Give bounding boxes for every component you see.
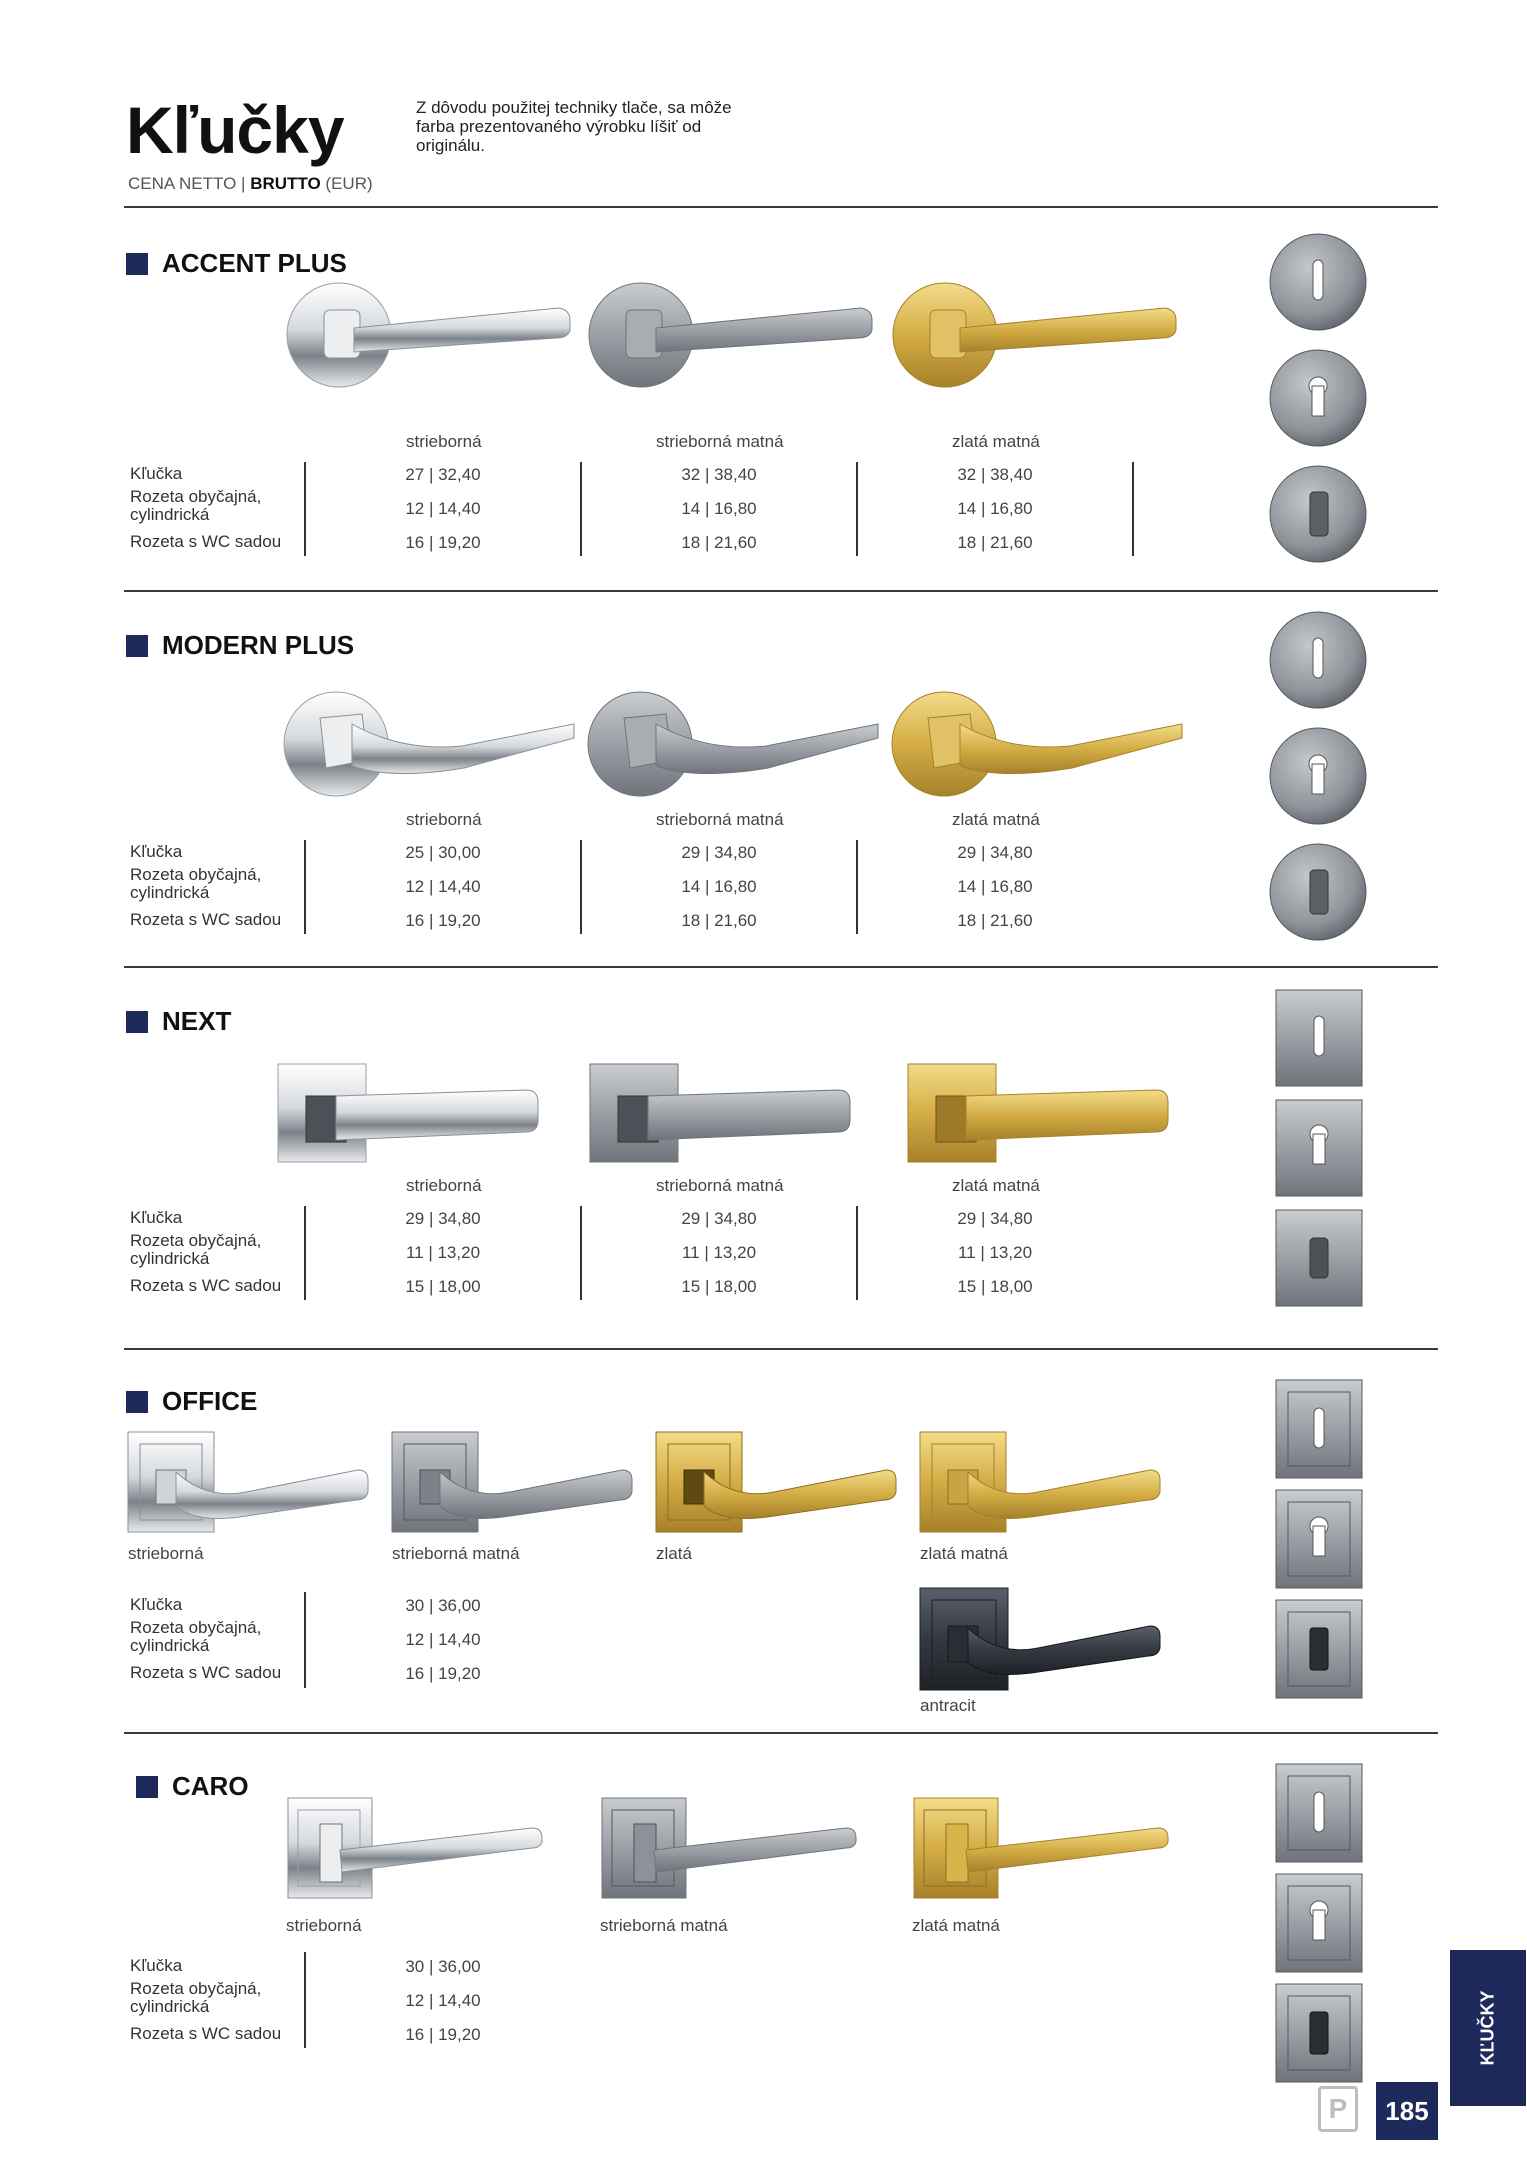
- finish-label: zlatá: [656, 1544, 692, 1563]
- row-label-klucka: Kľučka: [130, 842, 183, 861]
- finish-label: zlatá matná: [952, 1176, 1040, 1195]
- handle-image-silver: [126, 1430, 372, 1534]
- finish-label: zlatá matná: [920, 1544, 1008, 1563]
- price-cell: 15 | 18,00: [681, 1277, 757, 1296]
- price-cell: 16 | 19,20: [405, 1664, 481, 1683]
- price-cell: 27 | 32,40: [405, 465, 481, 484]
- price-cell: 12 | 14,40: [405, 499, 481, 518]
- cylinder-rose-icon: [1276, 1100, 1362, 1196]
- row-label-rozeta: Rozeta obyčajná, cylindrická: [130, 487, 262, 524]
- column-divider: [856, 462, 858, 556]
- square-rose-set-image: [1272, 984, 1368, 1314]
- price-cell: 11 | 13,20: [957, 1243, 1033, 1262]
- price-cell: 29 | 34,80: [681, 1209, 757, 1228]
- cylinder-rose-icon: [1270, 350, 1366, 446]
- divider: [124, 590, 1438, 592]
- price-cell: 12 | 14,40: [405, 877, 481, 896]
- round-rose-set-image: [1266, 230, 1370, 570]
- row-label-wc: Rozeta s WC sadou: [130, 2024, 282, 2043]
- logo-icon: P: [1318, 2086, 1358, 2132]
- section-title-caro: CARO: [136, 1771, 249, 1802]
- row-label-klucka: Kľučka: [130, 1595, 183, 1614]
- wc-rose-icon: [1276, 1984, 1362, 2082]
- finish-label: strieborná matná: [392, 1544, 520, 1563]
- row-label-rozeta: Rozeta obyčajná, cylindrická: [130, 1231, 262, 1268]
- row-label-rozeta: Rozeta obyčajná, cylindrická: [130, 865, 262, 902]
- column-divider: [304, 462, 306, 556]
- row-label-klucka: Kľučka: [130, 1208, 183, 1227]
- handle-image-matt-gold: [890, 280, 1180, 390]
- round-rose-set-image: [1266, 608, 1370, 948]
- handle-image-matt-silver: [390, 1430, 636, 1534]
- column-divider: [580, 462, 582, 556]
- cylinder-rose-icon: [1276, 1490, 1362, 1588]
- handle-image-matt-gold: [906, 1060, 1172, 1168]
- square-icon: [126, 635, 148, 657]
- divider: [124, 206, 1438, 208]
- section-title-next: NEXT: [126, 1006, 231, 1037]
- price-cell: 12 | 14,40: [405, 1630, 481, 1649]
- handle-image-silver: [286, 1796, 546, 1902]
- print-note: Z dôvodu použitej techniky tlače, sa môže farba prezentovaného výrobku líšiť od originálu.: [416, 98, 732, 155]
- finish-label: strieborná: [128, 1544, 204, 1563]
- handle-image-silver: [276, 1060, 542, 1168]
- handle-image-matt-silver: [588, 1060, 854, 1168]
- wc-rose-icon: [1270, 466, 1366, 562]
- price-cell: 25 | 30,00: [405, 843, 481, 862]
- page-number: 185: [1376, 2082, 1438, 2140]
- column-divider: [304, 840, 306, 934]
- cylinder-rose-icon: [1276, 1874, 1362, 1972]
- section-title-modern-plus: MODERN PLUS: [126, 630, 354, 661]
- finish-label: strieborná: [406, 810, 482, 829]
- finish-label: strieborná matná: [656, 1176, 784, 1195]
- row-label-wc: Rozeta s WC sadou: [130, 1663, 282, 1682]
- price-cell: 30 | 36,00: [405, 1596, 481, 1615]
- handle-image-silver: [282, 688, 578, 800]
- price-cell: 32 | 38,40: [957, 465, 1033, 484]
- price-cell: 18 | 21,60: [681, 533, 757, 552]
- section-title-office: OFFICE: [126, 1386, 257, 1417]
- price-cell: 11 | 13,20: [681, 1243, 757, 1262]
- column-divider: [856, 840, 858, 934]
- divider: [124, 1732, 1438, 1734]
- row-label-wc: Rozeta s WC sadou: [130, 1276, 282, 1295]
- handle-image-antracit: [918, 1586, 1164, 1692]
- square-icon: [126, 1391, 148, 1413]
- handle-image-matt-gold: [912, 1796, 1172, 1902]
- price-cell: 16 | 19,20: [405, 533, 481, 552]
- price-cell: 18 | 21,60: [681, 911, 757, 930]
- key-rose-icon: [1270, 234, 1366, 330]
- handle-image-silver: [284, 280, 574, 390]
- section-title-accent-plus: ACCENT PLUS: [126, 248, 347, 279]
- finish-label: zlatá matná: [952, 810, 1040, 829]
- finish-label: zlatá matná: [912, 1916, 1000, 1935]
- column-divider: [304, 1592, 306, 1688]
- wc-rose-icon: [1276, 1210, 1362, 1306]
- price-cell: 29 | 34,80: [957, 1209, 1033, 1228]
- row-label-klucka: Kľučka: [130, 1956, 183, 1975]
- square-icon: [126, 1011, 148, 1033]
- handle-image-matt-gold: [918, 1430, 1164, 1534]
- price-cell: 14 | 16,80: [681, 499, 757, 518]
- finish-label: strieborná: [286, 1916, 362, 1935]
- row-label-wc: Rozeta s WC sadou: [130, 532, 282, 551]
- price-cell: 30 | 36,00: [405, 1957, 481, 1976]
- finish-label: antracit: [920, 1696, 976, 1715]
- page-title: Kľučky: [126, 93, 344, 167]
- key-rose-icon: [1276, 990, 1362, 1086]
- key-rose-icon: [1276, 1380, 1362, 1478]
- price-cell: 16 | 19,20: [405, 911, 481, 930]
- finish-label: strieborná matná: [656, 810, 784, 829]
- column-divider: [580, 840, 582, 934]
- column-divider: [580, 1206, 582, 1300]
- handle-image-gold: [654, 1430, 900, 1534]
- handle-image-matt-silver: [600, 1796, 860, 1902]
- price-cell: 29 | 34,80: [957, 843, 1033, 862]
- price-cell: 12 | 14,40: [405, 1991, 481, 2010]
- row-label-rozeta: Rozeta obyčajná, cylindrická: [130, 1618, 262, 1655]
- square-rose-set-image: [1272, 1762, 1368, 2092]
- divider: [124, 1348, 1438, 1350]
- row-label-klucka: Kľučka: [130, 464, 183, 483]
- key-rose-icon: [1270, 612, 1366, 708]
- square-icon: [136, 1776, 158, 1798]
- finish-label: zlatá matná: [952, 432, 1040, 451]
- price-cell: 29 | 34,80: [681, 843, 757, 862]
- cylinder-rose-icon: [1270, 728, 1366, 824]
- row-label-wc: Rozeta s WC sadou: [130, 910, 282, 929]
- price-cell: 18 | 21,60: [957, 911, 1033, 930]
- price-cell: 18 | 21,60: [957, 533, 1033, 552]
- price-cell: 14 | 16,80: [957, 877, 1033, 896]
- wc-rose-icon: [1270, 844, 1366, 940]
- price-cell: 15 | 18,00: [957, 1277, 1033, 1296]
- handle-image-matt-silver: [586, 280, 876, 390]
- row-label-rozeta: Rozeta obyčajná, cylindrická: [130, 1979, 262, 2016]
- price-cell: 11 | 13,20: [405, 1243, 481, 1262]
- key-rose-icon: [1276, 1764, 1362, 1862]
- finish-label: strieborná matná: [656, 432, 784, 451]
- divider: [124, 966, 1438, 968]
- price-cell: 32 | 38,40: [681, 465, 757, 484]
- square-icon: [126, 253, 148, 275]
- handle-image-matt-silver: [586, 688, 882, 800]
- finish-label: strieborná: [406, 432, 482, 451]
- price-cell: 29 | 34,80: [405, 1209, 481, 1228]
- finish-label: strieborná matná: [600, 1916, 728, 1935]
- column-divider: [856, 1206, 858, 1300]
- handle-image-matt-gold: [890, 688, 1186, 800]
- price-legend: CENA NETTO | BRUTTO (EUR): [128, 174, 373, 193]
- wc-rose-icon: [1276, 1600, 1362, 1698]
- price-cell: 14 | 16,80: [957, 499, 1033, 518]
- column-divider: [304, 1952, 306, 2048]
- price-cell: 14 | 16,80: [681, 877, 757, 896]
- price-cell: 16 | 19,20: [405, 2025, 481, 2044]
- column-divider: [304, 1206, 306, 1300]
- square-rose-set-image: [1272, 1378, 1368, 1708]
- side-tab: KĽUČKY: [1450, 1950, 1526, 2106]
- finish-label: strieborná: [406, 1176, 482, 1195]
- price-cell: 15 | 18,00: [405, 1277, 481, 1296]
- column-divider: [1132, 462, 1134, 556]
